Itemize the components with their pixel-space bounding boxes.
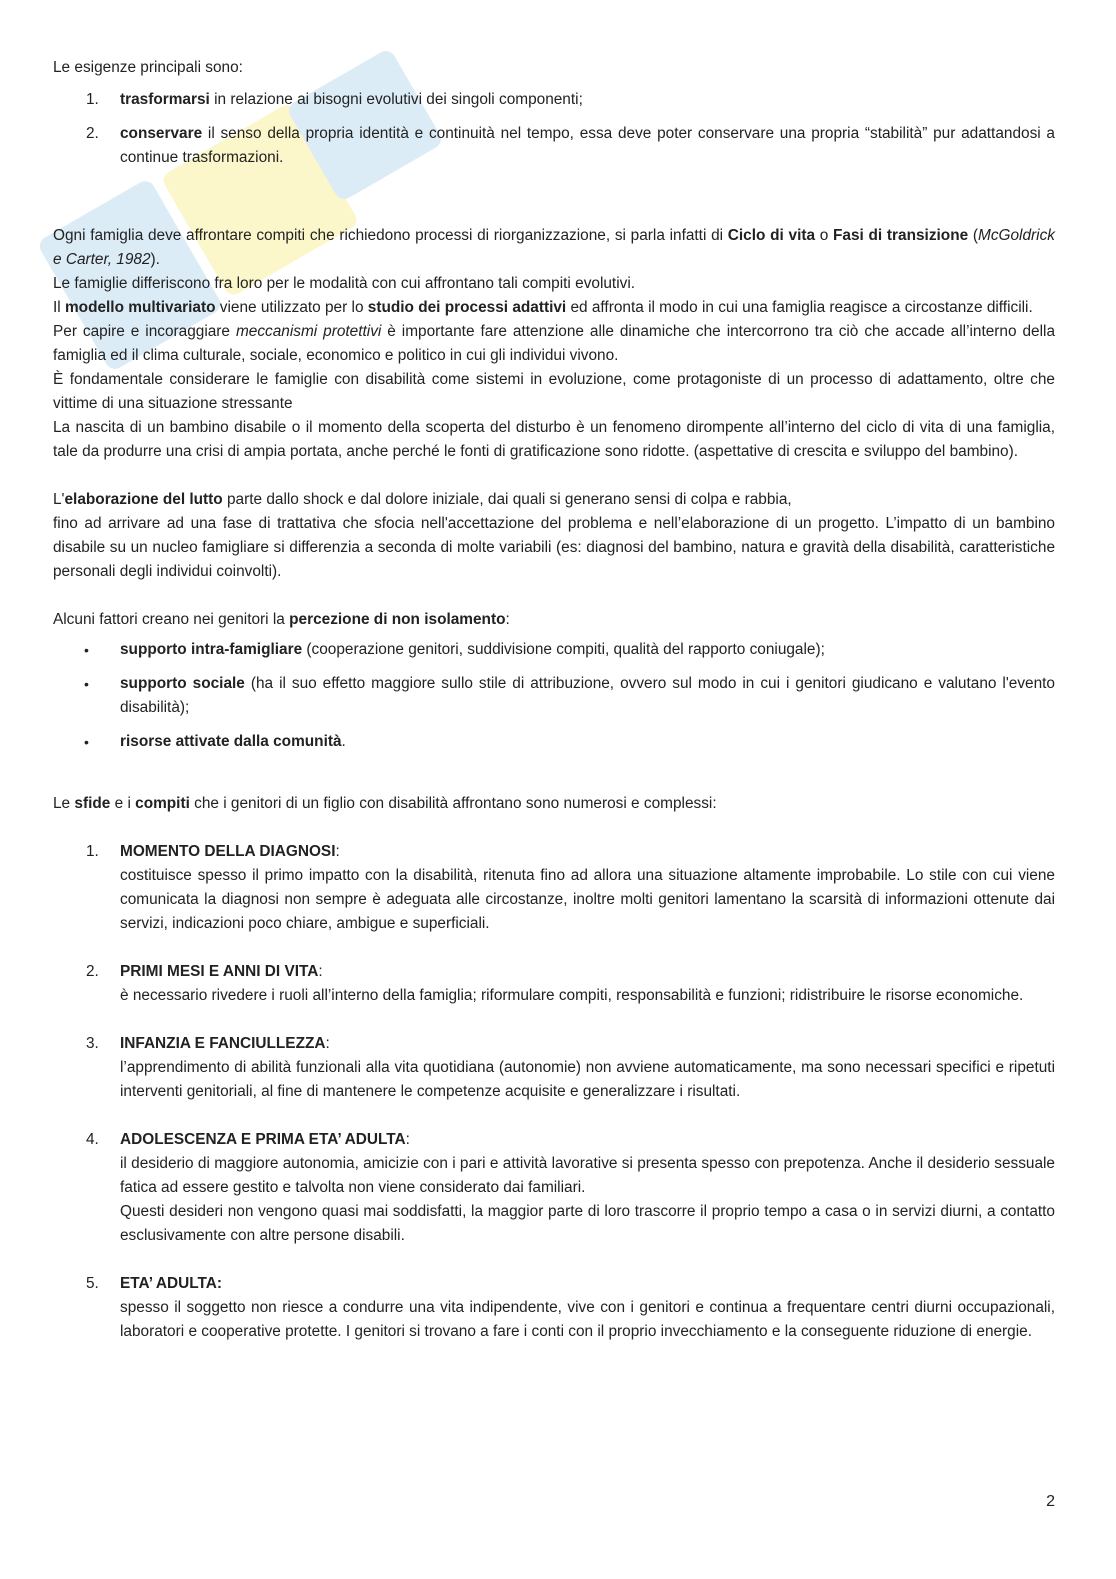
list-number: 5. bbox=[86, 1275, 99, 1292]
factor-text: (ha il suo effetto maggiore sullo stile di attribuzione, ovvero sul modo in cui i genitori giudicano e valutano l'evento disabilità); bbox=[120, 675, 1055, 716]
factor-term: supporto sociale bbox=[120, 675, 245, 692]
challenge-title-text: PRIMI MESI E ANNI DI VITA bbox=[120, 963, 319, 980]
paragraph-birth-crisis: La nascita di un bambino disabile o il momento della scoperta del disturbo è un fenomeno dirompente all’interno del ciclo di vita di una famiglia, tale da produrre una crisi di ampia portata, anche perché le fonti di gratificazione sono ridotte. (aspettative di crescita e sviluppo del bambino). bbox=[53, 419, 1055, 460]
text-span: Le bbox=[53, 795, 75, 812]
text-span: ). bbox=[150, 251, 160, 268]
challenge-text: è necessario rivedere i ruoli all’interno della famiglia; riformulare compiti, responsabilità e funzioni; ridistribuire le risorse economiche. bbox=[120, 987, 1024, 1004]
italic-term: meccanismi protettivi bbox=[235, 323, 382, 340]
paragraph-non-isolation bbox=[53, 608, 1055, 632]
bold-term: sfide bbox=[74, 795, 111, 812]
text-span: parte dallo shock e dal dolore iniziale, dai quali si generano sensi di colpa e rabbia, bbox=[222, 491, 792, 508]
text-span: è importante fare attenzione alle dinamiche che intercorrono tra ciò che accade all’interno della famiglia ed il clima culturale, sociale, economico e politico in cui gli individui vivono. bbox=[53, 323, 1056, 364]
challenges-list bbox=[53, 840, 1055, 1344]
text-span: ( bbox=[968, 227, 978, 244]
paragraph-life-cycle bbox=[53, 224, 1055, 272]
bullet: • bbox=[84, 734, 89, 750]
needs-list bbox=[53, 88, 1055, 170]
challenge-text: l’apprendimento di abilità funzionali alla vita quotidiana (autonomie) non avviene automaticamente, ma sono necessari specifici e ripetuti interventi genitoriali, al fine di mantenere le competenze acquisite e generalizzare i risultati. bbox=[120, 1059, 1055, 1100]
list-number: 1. bbox=[86, 843, 99, 860]
bold-term: Fasi di transizione bbox=[833, 227, 969, 244]
challenge-item bbox=[53, 840, 1055, 936]
factors-item bbox=[53, 638, 1055, 662]
page-number: 2 bbox=[1046, 1493, 1055, 1510]
needs-text: il senso della propria identità e continuità nel tempo, essa deve poter conservare una propria “stabilità” pur adattandosi a continue trasformazioni. bbox=[120, 125, 1055, 166]
paragraph-protective-mechanisms bbox=[53, 320, 1055, 368]
list-number: 2. bbox=[86, 963, 99, 980]
challenge-title bbox=[120, 1272, 1055, 1296]
challenge-title-suffix: : bbox=[318, 963, 323, 980]
challenge-title-text: ETA’ ADULTA: bbox=[120, 1275, 223, 1292]
challenge-text: costituisce spesso il primo impatto con la disabilità, ritenuta fino ad allora una situazione altamente improbabile. Lo stile con cui viene comunicata la diagnosi non sempre è adeguata alle circostanze, inoltre molti genitori lamentano la scarsità di informazioni ottenute dai servizi, indicazioni poco chiare, ambigue e superficiali. bbox=[120, 867, 1055, 932]
needs-text: in relazione ai bisogni evolutivi dei singoli componenti; bbox=[209, 91, 583, 108]
challenge-item bbox=[53, 960, 1055, 1008]
list-number: 4. bbox=[86, 1131, 99, 1148]
text-span: Per capire e incoraggiare bbox=[53, 323, 236, 340]
challenge-text: Questi desideri non vengono quasi mai soddisfatti, la maggior parte di loro trascorre il proprio tempo a casa o in servizi diurni, a contatto esclusivamente con altre persone disabili. bbox=[120, 1203, 1055, 1244]
list-number: 3. bbox=[86, 1035, 99, 1052]
factor-term: risorse attivate dalla comunità bbox=[120, 733, 342, 750]
challenge-title bbox=[120, 840, 1055, 864]
challenge-title-suffix: : bbox=[405, 1131, 410, 1148]
text-span: : bbox=[505, 611, 510, 628]
paragraph-evolving-systems: È fondamentale considerare le famiglie con disabilità come sistemi in evoluzione, come protagoniste di un processo di adattamento, oltre che vittime di una situazione stressante bbox=[53, 371, 1055, 412]
challenge-text: spesso il soggetto non riesce a condurre una vita indipendente, vive con i genitori e continua a frequentare centri diurni occupazionali, laboratori e cooperative protette. I genitori si trovano a fare i conti con il proprio invecchiamento e la conseguente riduzione di energie. bbox=[120, 1299, 1055, 1340]
bold-term: percezione di non isolamento bbox=[289, 611, 506, 628]
paragraph-differences: Le famiglie differiscono fra loro per le modalità con cui affrontano tali compiti evolutivi. bbox=[53, 275, 636, 292]
citation: McGoldrick e Carter, 1982 bbox=[53, 227, 1055, 268]
challenge-text: il desiderio di maggiore autonomia, amicizie con i pari e attività lavorative si presenta spesso con prepotenza. Anche il desiderio sessuale fatica ad essere gestito e talvolta non viene considerato dai familiari. bbox=[120, 1155, 1055, 1196]
needs-term: trasformarsi bbox=[120, 91, 210, 108]
challenge-title-suffix: : bbox=[325, 1035, 330, 1052]
challenge-title-text: MOMENTO DELLA DIAGNOSI bbox=[120, 843, 336, 860]
paragraph-challenges bbox=[53, 792, 1055, 816]
text-span: che i genitori di un figlio con disabilità affrontano sono numerosi e complessi: bbox=[189, 795, 717, 812]
factor-term: supporto intra-famigliare bbox=[120, 641, 303, 658]
bold-term: elaborazione del lutto bbox=[64, 491, 223, 508]
bold-term: Ciclo di vita bbox=[727, 227, 816, 244]
challenge-title-text: ADOLESCENZA E PRIMA ETA’ ADULTA bbox=[120, 1131, 406, 1148]
bold-term: compiti bbox=[135, 795, 190, 812]
factors-item bbox=[53, 730, 1055, 754]
list-number: 2. bbox=[86, 125, 99, 142]
factors-list bbox=[53, 638, 1055, 754]
text-span: Alcuni fattori creano nei genitori la bbox=[53, 611, 290, 628]
bold-term: modello multivariato bbox=[64, 299, 216, 316]
document-body bbox=[53, 56, 1055, 1368]
list-number: 1. bbox=[86, 91, 99, 108]
text-span: Il bbox=[53, 299, 65, 316]
challenge-title bbox=[120, 1128, 1055, 1152]
needs-term: conservare bbox=[120, 125, 203, 142]
text-span: o bbox=[815, 227, 834, 244]
paragraph-grief-elaboration bbox=[53, 488, 1055, 512]
bullet: • bbox=[84, 642, 89, 658]
challenge-title-suffix: : bbox=[335, 843, 340, 860]
challenge-title bbox=[120, 960, 1055, 984]
challenge-title bbox=[120, 1032, 1055, 1056]
text-span: ed affronta il modo in cui una famiglia reagisce a circostanze difficili. bbox=[566, 299, 1033, 316]
factor-text: (cooperazione genitori, suddivisione compiti, qualità del rapporto coniugale); bbox=[302, 641, 825, 658]
paragraph-multivariate-model bbox=[53, 296, 1055, 320]
challenge-title-text: INFANZIA E FANCIULLEZZA bbox=[120, 1035, 326, 1052]
needs-item bbox=[53, 88, 1055, 112]
intro-line: Le esigenze principali sono: bbox=[53, 59, 243, 76]
text-span: viene utilizzato per lo bbox=[215, 299, 368, 316]
factor-text: . bbox=[341, 733, 346, 750]
text-span: L' bbox=[53, 491, 65, 508]
text-span: Ogni famiglia deve affrontare compiti che richiedono processi di riorganizzazione, si parla infatti di bbox=[53, 227, 728, 244]
bullet: • bbox=[84, 676, 89, 692]
factors-item bbox=[53, 672, 1055, 720]
challenge-item bbox=[53, 1032, 1055, 1104]
text-span: e i bbox=[110, 795, 136, 812]
paragraph-acceptance: fino ad arrivare ad una fase di trattativa che sfocia nell'accettazione del problema e nell’elaborazione di un progetto. L’impatto di un bambino disabile su un nucleo famigliare si differenzia a seconda di molte variabili (es: diagnosi del bambino, natura e gravità della disabilità, caratteristiche personali degli individui coinvolti). bbox=[53, 515, 1055, 580]
challenge-item bbox=[53, 1272, 1055, 1344]
challenge-item bbox=[53, 1128, 1055, 1248]
bold-term: studio dei processi adattivi bbox=[367, 299, 567, 316]
needs-item bbox=[53, 122, 1055, 170]
